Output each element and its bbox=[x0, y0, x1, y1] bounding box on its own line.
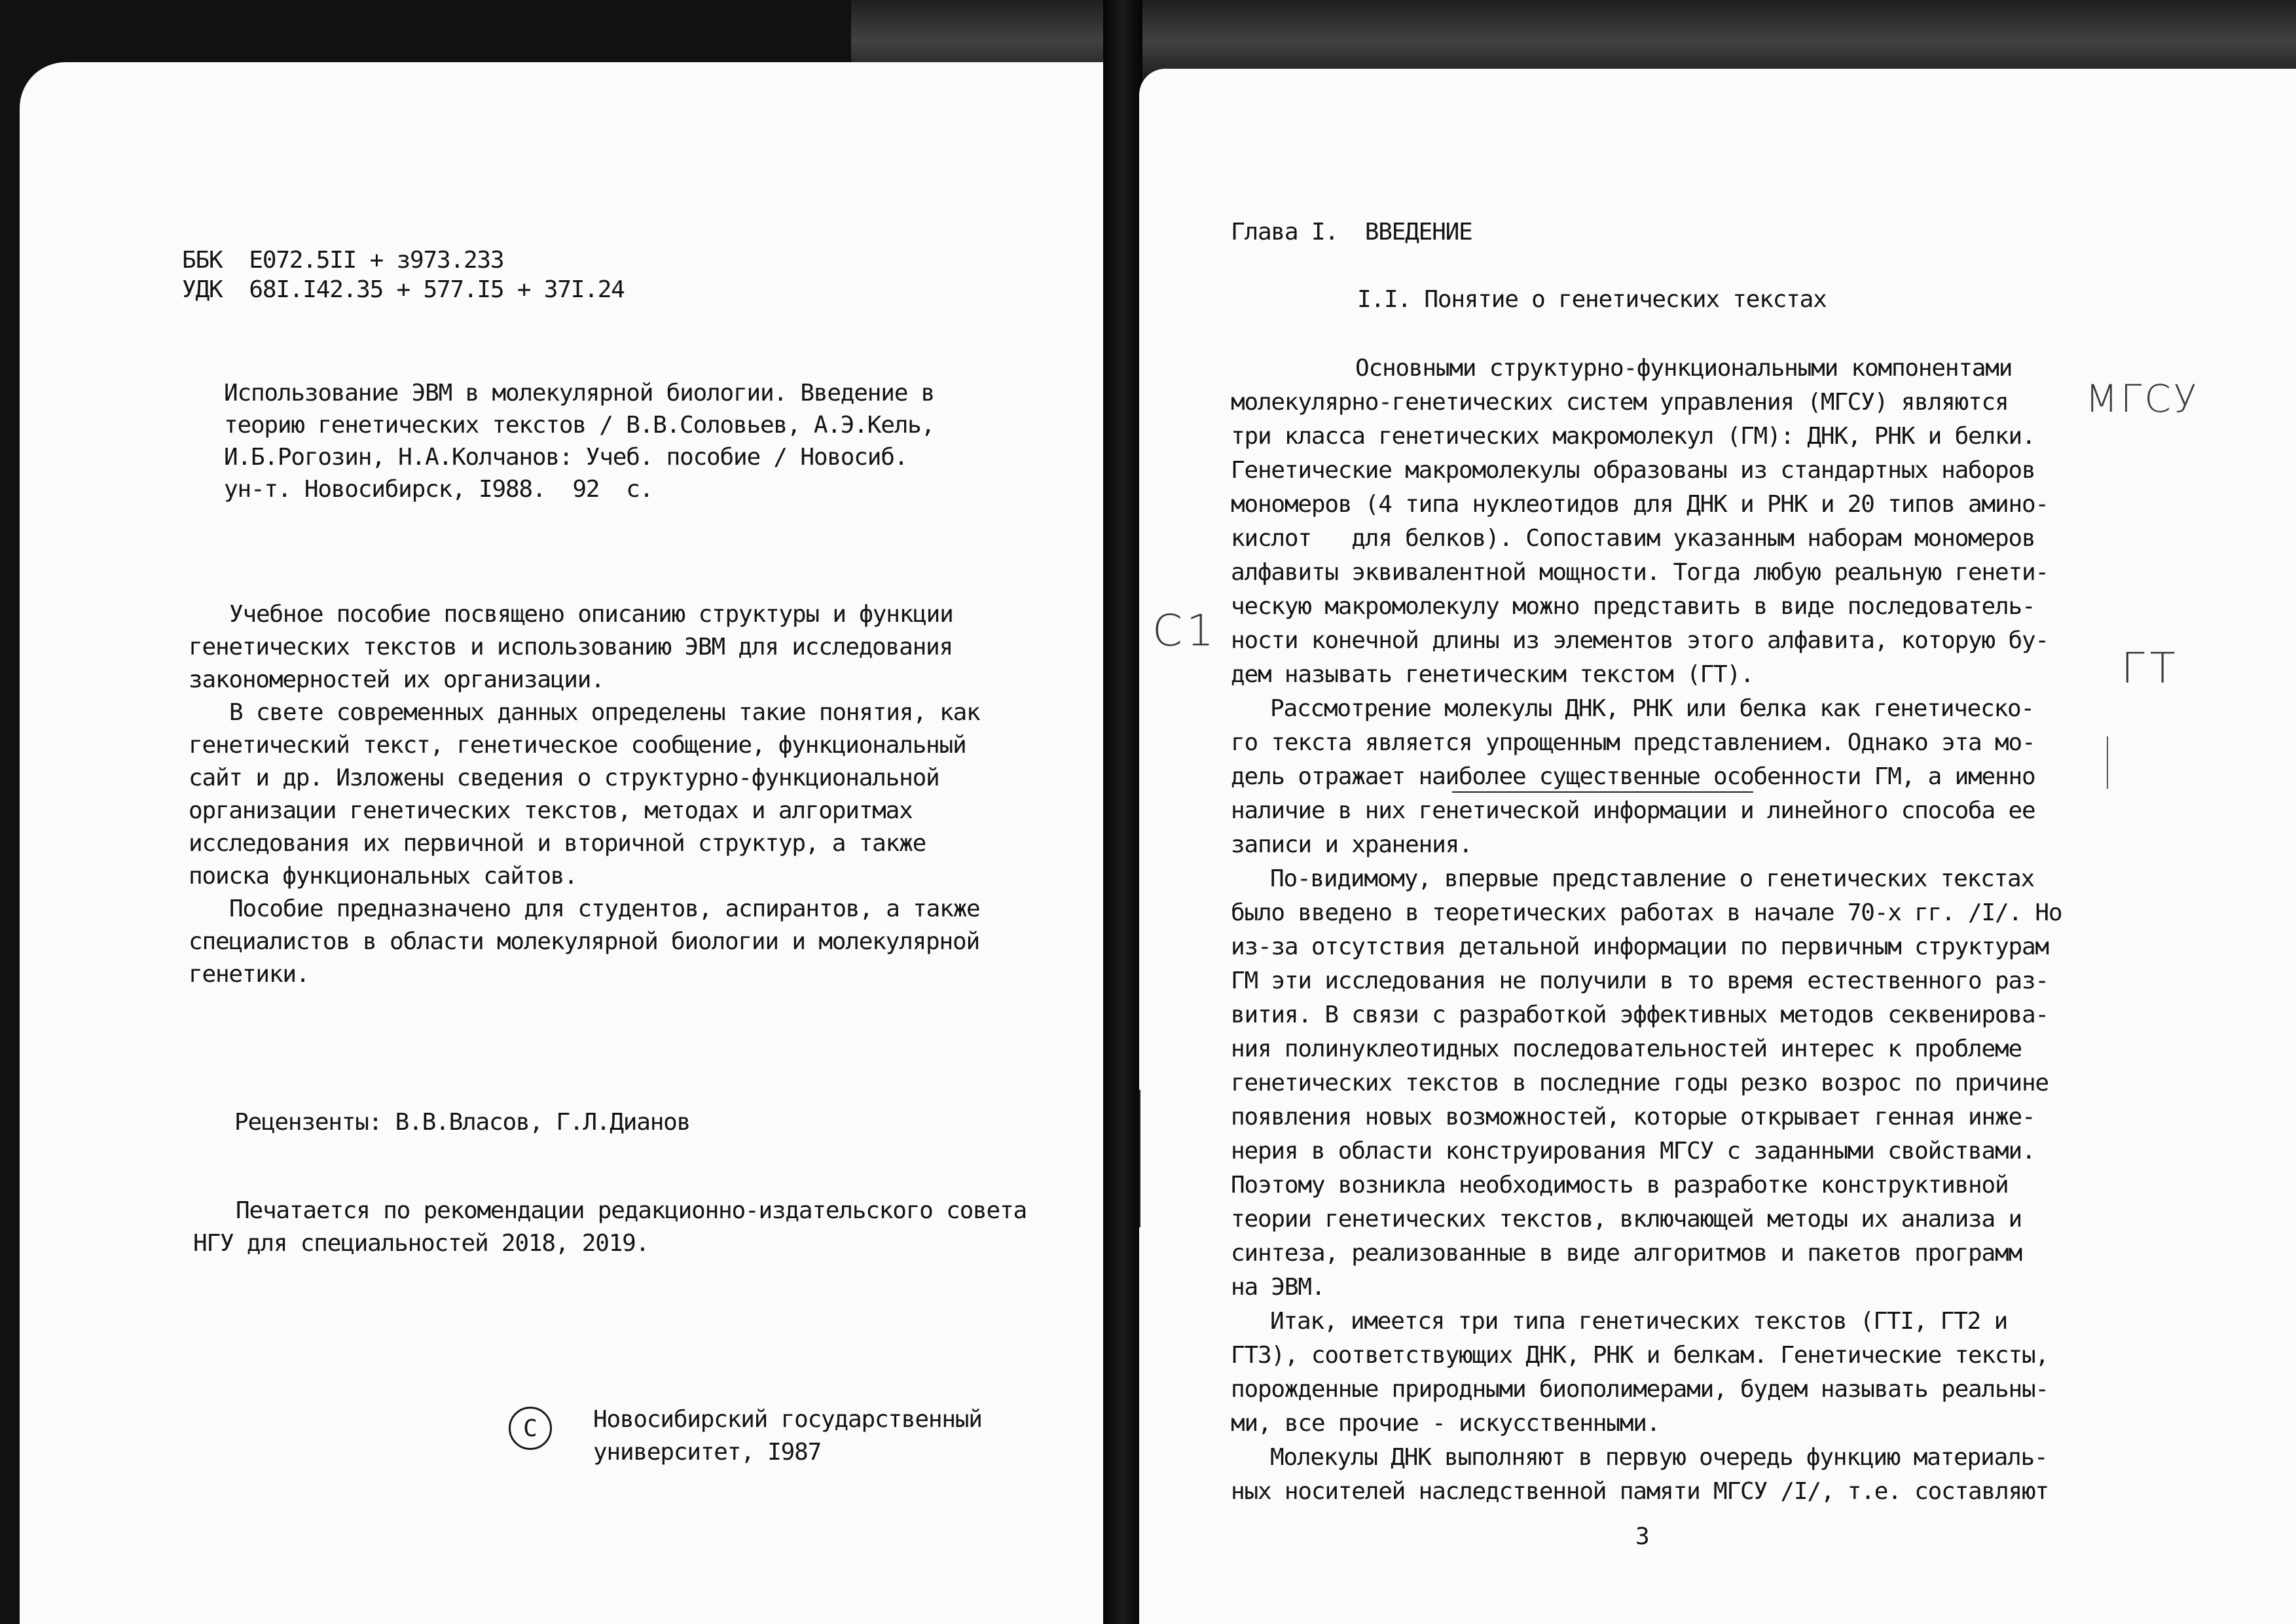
citation-line: теорию генетических текстов / В.В.Соловьев, А.Э.Кель, bbox=[224, 412, 935, 439]
underline-mark bbox=[1452, 791, 1753, 793]
citation-line: И.Б.Рогозин, Н.А.Колчанов: Учеб. пособие / Новосиб. bbox=[224, 444, 908, 471]
abstract-line: генетический текст, генетическое сообщение, функциональный bbox=[189, 732, 966, 759]
citation-line: ун-т. Новосибирск, I988. 92 с. bbox=[224, 476, 653, 503]
right-page bbox=[1139, 69, 2296, 1624]
body-line: го текста является упрощенным представлением. Однако эта мо- bbox=[1231, 729, 2035, 756]
bbk-line: ББК Е072.5II + з973.233 bbox=[182, 247, 504, 274]
body-line: теории генетических текстов, включающей методы их анализа и bbox=[1231, 1206, 2022, 1233]
body-line: Основными структурно-функциональными компонентами bbox=[1355, 355, 2013, 382]
abstract-line: организации генетических текстов, методах и алгоритмах bbox=[189, 797, 913, 824]
print-note-line: Печатается по рекомендации редакционно-издательского совета bbox=[236, 1197, 1027, 1224]
body-line: Итак, имеется три типа генетических текстов (ГТI, ГТ2 и bbox=[1270, 1308, 2008, 1335]
abstract-line: Учебное пособие посвящено описанию структуры и функции bbox=[229, 601, 953, 628]
scan-artifact-line bbox=[1139, 1090, 1140, 1227]
body-line: нерия в области конструирования МГСУ с заданными свойствами. bbox=[1231, 1138, 2035, 1164]
abstract-line: поиска функциональных сайтов. bbox=[189, 863, 577, 890]
body-line: Генетические макромолекулы образованы из стандартных наборов bbox=[1231, 457, 2035, 484]
body-line: ГМ эти исследования не получили в то время естественного раз- bbox=[1231, 967, 2049, 994]
body-line: ческую макромолекулу можно представить в виде последователь- bbox=[1231, 593, 2035, 620]
print-note-line: НГУ для специальностей 2018, 2019. bbox=[193, 1230, 649, 1257]
body-line: ности конечной длины из элементов этого алфавита, которую бу- bbox=[1231, 627, 2049, 654]
body-line: генетических текстов в последние годы резко возрос по причине bbox=[1231, 1070, 2049, 1096]
body-line: дем называть генетическим текстом (ГТ). bbox=[1231, 661, 1754, 688]
body-line: вития. В связи с разработкой эффективных методов секвенирова- bbox=[1231, 1001, 2049, 1028]
body-line: кислот для белков). Сопоставим указанным наборам мономеров bbox=[1231, 525, 2035, 552]
publisher-line: университет, I987 bbox=[593, 1439, 822, 1466]
body-line: ния полинуклеотидных последовательностей интерес к проблеме bbox=[1231, 1036, 2022, 1062]
body-line: мономеров (4 типа нуклеотидов для ДНК и РНК и 20 типов амино- bbox=[1231, 491, 2049, 518]
abstract-line: сайт и др. Изложены сведения о структурно-функциональной bbox=[189, 765, 939, 791]
margin-note: С1 bbox=[1152, 605, 1218, 656]
body-line: Рассмотрение молекулы ДНК, РНК или белка как генетическо- bbox=[1270, 695, 2035, 722]
abstract-line: В свете современных данных определены такие понятия, как bbox=[229, 699, 980, 726]
publisher-line: Новосибирский государственный bbox=[593, 1406, 982, 1433]
body-line: ми, все прочие - искусственными. bbox=[1231, 1410, 1660, 1437]
abstract-line: исследования их первичной и вторичной структур, а также bbox=[189, 830, 926, 857]
citation-line: Использование ЭВМ в молекулярной биологии. Введение в bbox=[224, 380, 935, 406]
left-page bbox=[20, 62, 1103, 1624]
book-gutter bbox=[1103, 0, 1142, 1624]
udk-line: УДК 68I.I42.35 + 577.I5 + 37I.24 bbox=[182, 276, 625, 303]
margin-note: ГТ bbox=[2121, 645, 2181, 693]
abstract-line: генетических текстов и использованию ЭВМ для исследования bbox=[189, 634, 953, 660]
body-line: алфавиты эквивалентной мощности. Тогда любую реальную генети- bbox=[1231, 559, 2049, 586]
page-number: 3 bbox=[1635, 1523, 1650, 1550]
body-line: молекулярно-генетических систем управления (МГСУ) являются bbox=[1231, 389, 2009, 416]
abstract-line: закономерностей их организации. bbox=[189, 666, 604, 693]
body-line: записи и хранения. bbox=[1231, 831, 1472, 858]
margin-bracket-mark bbox=[2107, 736, 2108, 789]
abstract-line: специалистов в области молекулярной биологии и молекулярной bbox=[189, 928, 979, 955]
body-line: Поэтому возникла необходимость в разработке конструктивной bbox=[1231, 1172, 2009, 1199]
abstract-line: генетики. bbox=[189, 961, 310, 988]
body-line: ГТ3), соответствующих ДНК, РНК и белкам. Генетические тексты, bbox=[1231, 1342, 2049, 1369]
margin-note: МГСУ bbox=[2085, 376, 2200, 421]
body-line: ных носителей наследственной памяти МГСУ /I/, т.е. составляют bbox=[1231, 1478, 2049, 1505]
body-line: порожденные природными биополимерами, будем называть реальны- bbox=[1231, 1376, 2049, 1403]
body-line: наличие в них генетической информации и линейного способа ее bbox=[1231, 797, 2035, 824]
copyright-icon: С bbox=[509, 1407, 552, 1450]
body-line: было введено в теоретических работах в начале 70-х гг. /I/. Но bbox=[1231, 899, 2062, 926]
abstract-line: Пособие предназначено для студентов, аспирантов, а также bbox=[229, 895, 980, 922]
body-line: синтеза, реализованные в виде алгоритмов и пакетов программ bbox=[1231, 1240, 2022, 1267]
body-line: дель отражает наиболее существенные особенности ГМ, а именно bbox=[1231, 763, 2035, 790]
body-line: три класса генетических макромолекул (ГМ): ДНК, РНК и белки. bbox=[1231, 423, 2035, 450]
body-line: на ЭВМ. bbox=[1231, 1274, 1325, 1301]
reviewers-line: Рецензенты: В.В.Власов, Г.Л.Дианов bbox=[234, 1109, 691, 1136]
body-line: По-видимому, впервые представление о генетических текстах bbox=[1270, 865, 2035, 892]
body-line: появления новых возможностей, которые открывает генная инже- bbox=[1231, 1104, 2035, 1130]
body-line: из-за отсутствия детальной информации по первичным структурам bbox=[1231, 933, 2049, 960]
body-line: Молекулы ДНК выполняют в первую очередь функцию материаль- bbox=[1270, 1444, 2048, 1471]
chapter-heading: Глава I. ВВЕДЕНИЕ bbox=[1231, 219, 1472, 245]
section-heading: I.I. Понятие о генетических текстах bbox=[1357, 286, 1827, 313]
